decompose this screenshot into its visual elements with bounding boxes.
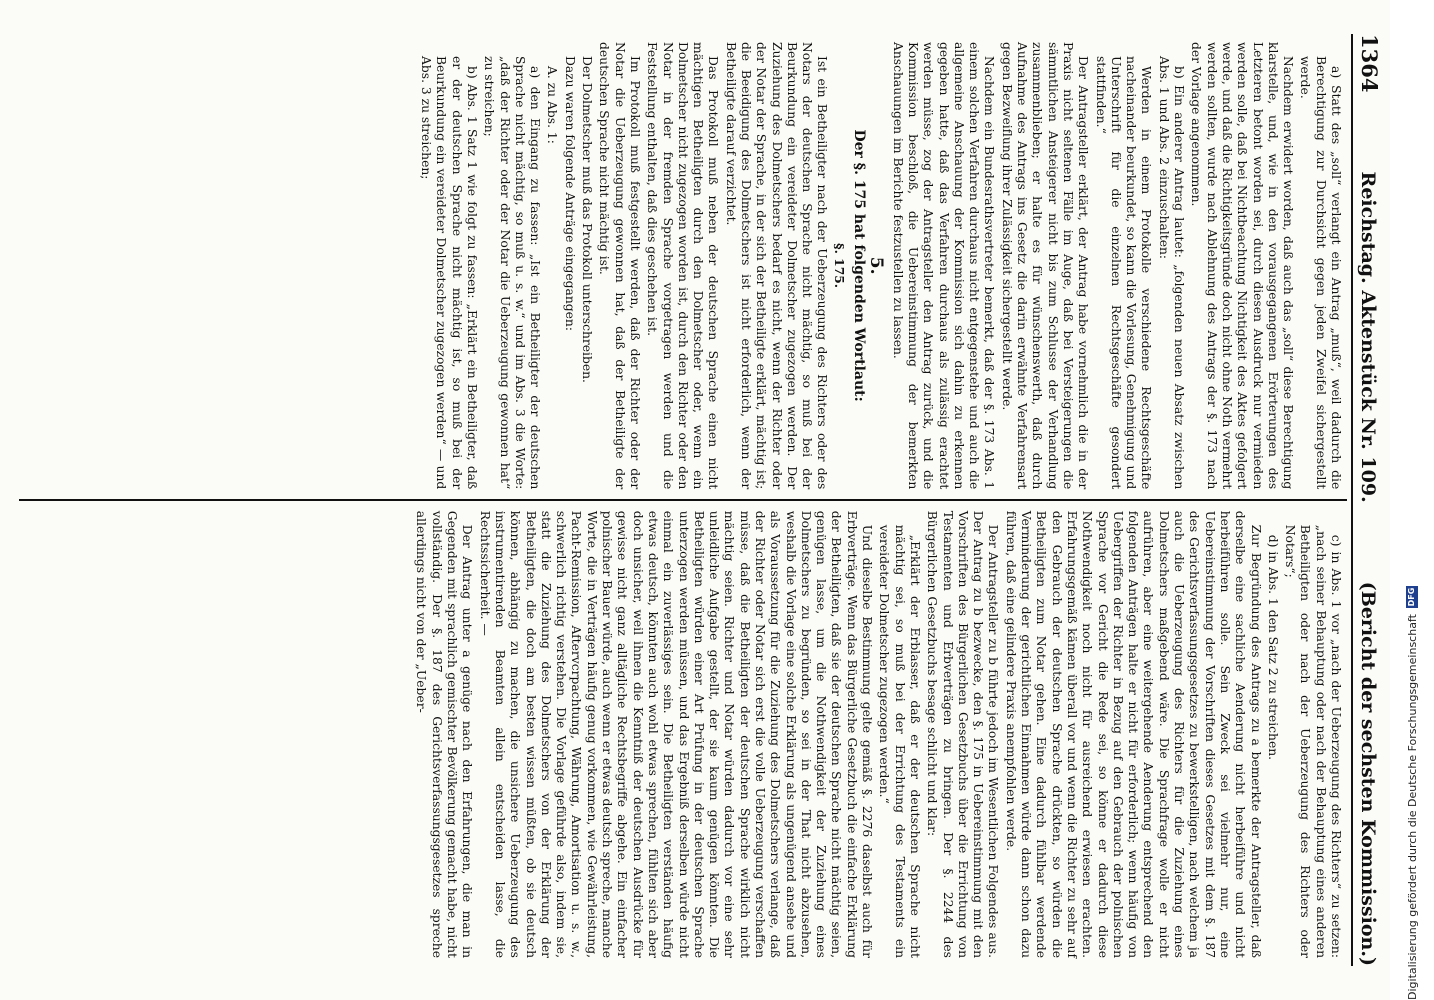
- paragraph: Nachdem erwidert worden, daß auch das „soll“ diese Berechtigung klarstelle, und, wie in den vorausgegangenen Erörterungen des Letzteren betont worden sei, durch diesen Ausdruck nur vermieden werden solle, daß bei Nichtbeachtung Nichtigkeit des Aktes gefolgert werde, und daß die Richtigkeitsgründe doch nicht ohne Noth vermehrt werden sollten, wurde nach Ablehnung des Antrags der §. 173 nach der Vorlage angenommen.: [1189, 42, 1296, 490]
- paragraph: b) Ein anderer Antrag lautet: „folgenden neuen Absatz zwischen Abs. 1 und Abs. 2 einzuschalten:: [1156, 56, 1187, 490]
- running-subtitle: (Bericht der sechsten Kommission.): [1357, 581, 1379, 966]
- page-number: 1364: [1357, 34, 1382, 93]
- paragraph: d) in Abs. 1 den Satz 2 zu streichen.: [1265, 534, 1280, 761]
- paragraph: a) Statt des „soll“ verlangt ein Antrag „muß“, weil dadurch die Berechtigung zur Durchsicht gegen jeden Zweifel sichergestellt werde.: [1298, 56, 1343, 490]
- dfg-logo: DFG: [1407, 587, 1416, 607]
- digitization-text: Digitalisierung gefördert durch die Deutsche Forschungsgemeinschaft: [1405, 614, 1419, 1000]
- text-columns: [19, 34, 1347, 966]
- paragraph: Der Antrag unter a genüge nach den Erfahrungen, die man in Gegenden mit sprachlich gemischter Bevölkerung gemacht habe, nicht vollständig. Der §. 187 des Gerichtsverfassungsgesetzes spreche allerdings nicht von der „Ueber-: [414, 510, 475, 958]
- column-divider: [19, 499, 1347, 501]
- paragraph: Werden in einem Protokolle verschiedene Rechtsgeschäfte nacheinander beurkundet, so kann die Vorlesung, Genehmigung und Unterschrift für die einzelnen Rechtsgeschäfte gesondert stattfinden.“: [1093, 56, 1154, 490]
- paragraph: §. 175.: [831, 243, 847, 289]
- paragraph: A. zu Abs. 1:: [545, 66, 560, 144]
- paragraph: Dazu waren folgende Anträge eingegangen:: [562, 56, 577, 331]
- paragraph: Nachdem ein Bundesrathsvertreter bemerkt, daß der §. 173 Abs. 1 einem solchen Verfahren durchaus nicht entgegenstehe und auch die allgemeine Anschauung der Kommission sich dahin zu erkennen gegeben hatte, daß das Verfahren durchaus als zulässig erachtet werden müsse, zog der Antragsteller den Antrag zurück, und die Kommission beschloß, die Uebereinstimmung der bemerkten Anschauungen im Berichte festzustellen zu lassen.: [890, 42, 997, 490]
- section-number: 5.: [866, 256, 887, 275]
- paragraph: c) in Abs. 1 vor „nach der Ueberzeugung des Richters“ zu setzen: „nach seiner Behauptung oder nach der Behauptung eines anderen Betheiligten oder nach der Ueberzeugung des Richters oder Notars“;: [1283, 524, 1343, 958]
- paragraph: b) Abs. 1 Satz 1 wie folgt zu fassen: „Erklärt ein Betheiligter, daß er der deutschen Sprache nicht mächtig ist, so muß bei der Beurkundung ein vereideter Dolmetscher zugezogen werden“ — und Abs. 3 zu streichen;: [419, 56, 479, 490]
- paragraph: Der Antragsteller erklärt, der Antrag habe vornehmlich die in der Praxis nicht seltenen Fälle im Auge, daß bei Versteigerungen die sämmtlichen Ansteigerer nicht bis zum Schlusse der Verhandlung zusammenblieben; er halte es für wünschenswerth, daß durch Aufnahme des Antrags ins Gesetz die darin erwähnte Verfahrensart gegen Bezweiflung ihrer Zulässigkeit sichergestellt werde.: [999, 42, 1091, 490]
- paragraph: a) den Eingang zu fassen: „Ist ein Betheiligter der deutschen Sprache nicht mächtig, so muß u. s. w.“ und im Abs. 3 die Worte: „daß der Richter oder der Notar die Ueberzeugung gewonnen hat“ zu streichen;: [482, 56, 543, 490]
- paragraph: Der Antragsteller zu b führte jedoch im Wesentlichen Folgendes aus. Der Antrag zu b bezwecke, den §. 175 in Uebereinstimmung mit den Vorschriften des Bürgerlichen Gesetzbuchs über die Errichtung von Testamenten und Erbverträgen zu bringen. Der §. 2244 des Bürgerlichen Gesetzbuchs besage schlicht und klar:: [925, 510, 1001, 958]
- left-column: [19, 34, 1347, 497]
- paragraph: „Erklärt der Erblasser, daß er der deutschen Sprache nicht mächtig sei, so muß bei der Errichtung des Testaments ein vereideter Dolmetscher zugezogen werden.“: [877, 524, 922, 958]
- page-header: [1351, 34, 1382, 966]
- digitization-note: [1402, 10, 1422, 1000]
- paragraph: Und dieselbe Bestimmung gelte gemäß §. 2276 daselbst auch für Erbverträge. Wenn das Bürgerliche Gesetzbuch die einfache Erklärung der Betheiligten, daß sie der deutschen Sprache nicht mächtig seien, genügen lasse, um die Nothwendigkeit der Zuziehung eines Dolmetschers zu begründen, so sei in der That nicht abzusehen, weshalb die Vorlage eine solche Erklärung als ungenügend ansehe und als Voraussetzung für die Zuziehung des Dolmetschers verlange, daß der Richter oder Notar sich erst die volle Ueberzeugung verschaffen müsse, daß die Betheiligten der deutschen Sprache wirklich nicht mächtig seien. Richter und Notar würden dadurch vor eine sehr unleidliche Aufgabe gestellt, der sie kaum genügen könnten. Die Betheiligten würden einer Art Prüfung in der deutschen Sprache unterzogen werden müssen, und das Ergebniß derselben würde nicht einmal ein zuverlässiges sein. Die Betheiligten verständen häufig etwas deutsch, könnten auch wohl etwas sprechen, fühlten sich aber doch unsicher, weil ihnen die Kenntniß der deutschen Ausdrücke für gewisse nicht ganz alltägliche Rechtsbegriffe abgehe. Ein einfacher polnischer Bauer würde, auch wenn er etwas deutsch spreche, manche Worte, die in Verträgen häufig genug vorkommen, wie Gewährleistung, Pacht-Remission, Aftervcrpachtung, Währung, Amortisation u. s. w., schwerlich richtig verstehen. Die Vorlage geführde also, indem sie, statt die Zuziehung des Dolmetschers von der Erklärung der Betheiligten, die doch am besten wissen müßten, ob sie deutsch können, abhängig zu machen, die unsichere Ueberzeugung des instrumentirenden Beamten allein entscheiden lasse, die Rechtssicherheit. —: [477, 510, 875, 958]
- running-title: Reichstag. Aktenstück Nr. 109.: [1357, 171, 1379, 503]
- paragraph: Der Dolmetscher muß das Protokoll unterschreiben.: [580, 56, 595, 383]
- right-column: [19, 503, 1347, 966]
- paragraph: Ist ein Betheiligter nach der Ueberzeugung des Richters oder des Notars der deutschen Sprache nicht mächtig, so muß bei der Beurkundung ein vereideter Dolmetscher zugezogen werden. Der Zuziehung des Dolmetschers bedarf es nicht, wenn der Richter oder der Notar der Sprache, in der sich der Betheiligte erklärt, mächtig ist; die Beeidigung des Dolmetschers ist nicht erforderlich, wenn der Betheiligte darauf verzichtet.: [723, 42, 830, 490]
- paragraph: Zur Begründung des Antrags zu a bemerkte der Antragsteller, daß derselbe eine sachliche Aenderung nicht herbeiführe und nicht herbeiführen solle. Sein Zweck sei vielmehr nur, eine Uebereinstimmung der Vorschriften dieses Gesetzes mit dem §. 187 des Gerichtsverfassungsgesetzes zu bewerkstelligen, nach welchem ja auch die Ueberzeugung des Richters für die Zuziehung eines Dolmetschers maßgebend wäre. Die Sprachfrage wolle er nicht aufrühren, aber eine weitergehende Aenderung entsprechend den folgenden Anträgen halte er nicht für erforderlich; wenn häufig von Uebergriffen der Richter in Bezug auf den Gebrauch der polnischen Sprache vor Gericht die Rede sei, so könne er dadurch diese Nothwendigkeit noch nicht für ausreichend erwiesen erachten. Erfahrungsgemäß kämen überall vor und wenn die Richter zu sehr auf den Gebrauch der deutschen Sprache drückten, so würden die Betheiligten zum Notar gehen. Eine dadurch fühlbar werdende Verminderung der gerichtlichen Einnahmen würde dann schon dazu führen, daß eine gelindere Praxis anempfohlen werde.: [1003, 510, 1263, 958]
- section-heading: Der §. 175 hat folgenden Wortlaut:: [851, 129, 868, 402]
- paragraph: Im Protokoll muß festgestellt werden, daß der Richter oder der Notar die Ueberzeugung gewonnen hat, daß der Betheiligte der deutschen Sprache nicht mächtig ist.: [597, 42, 642, 490]
- paragraph: Das Protokoll muß neben der deutschen Sprache einen nicht mächtigen Betheiligten durch den Dolmetscher oder, wenn ein Dolmetscher nicht zugezogen worden ist, durch den Richter oder den Notar in der fremden Sprache vorgetragen werden und die Feststellung enthalten, daß dies geschehen ist.: [645, 42, 721, 490]
